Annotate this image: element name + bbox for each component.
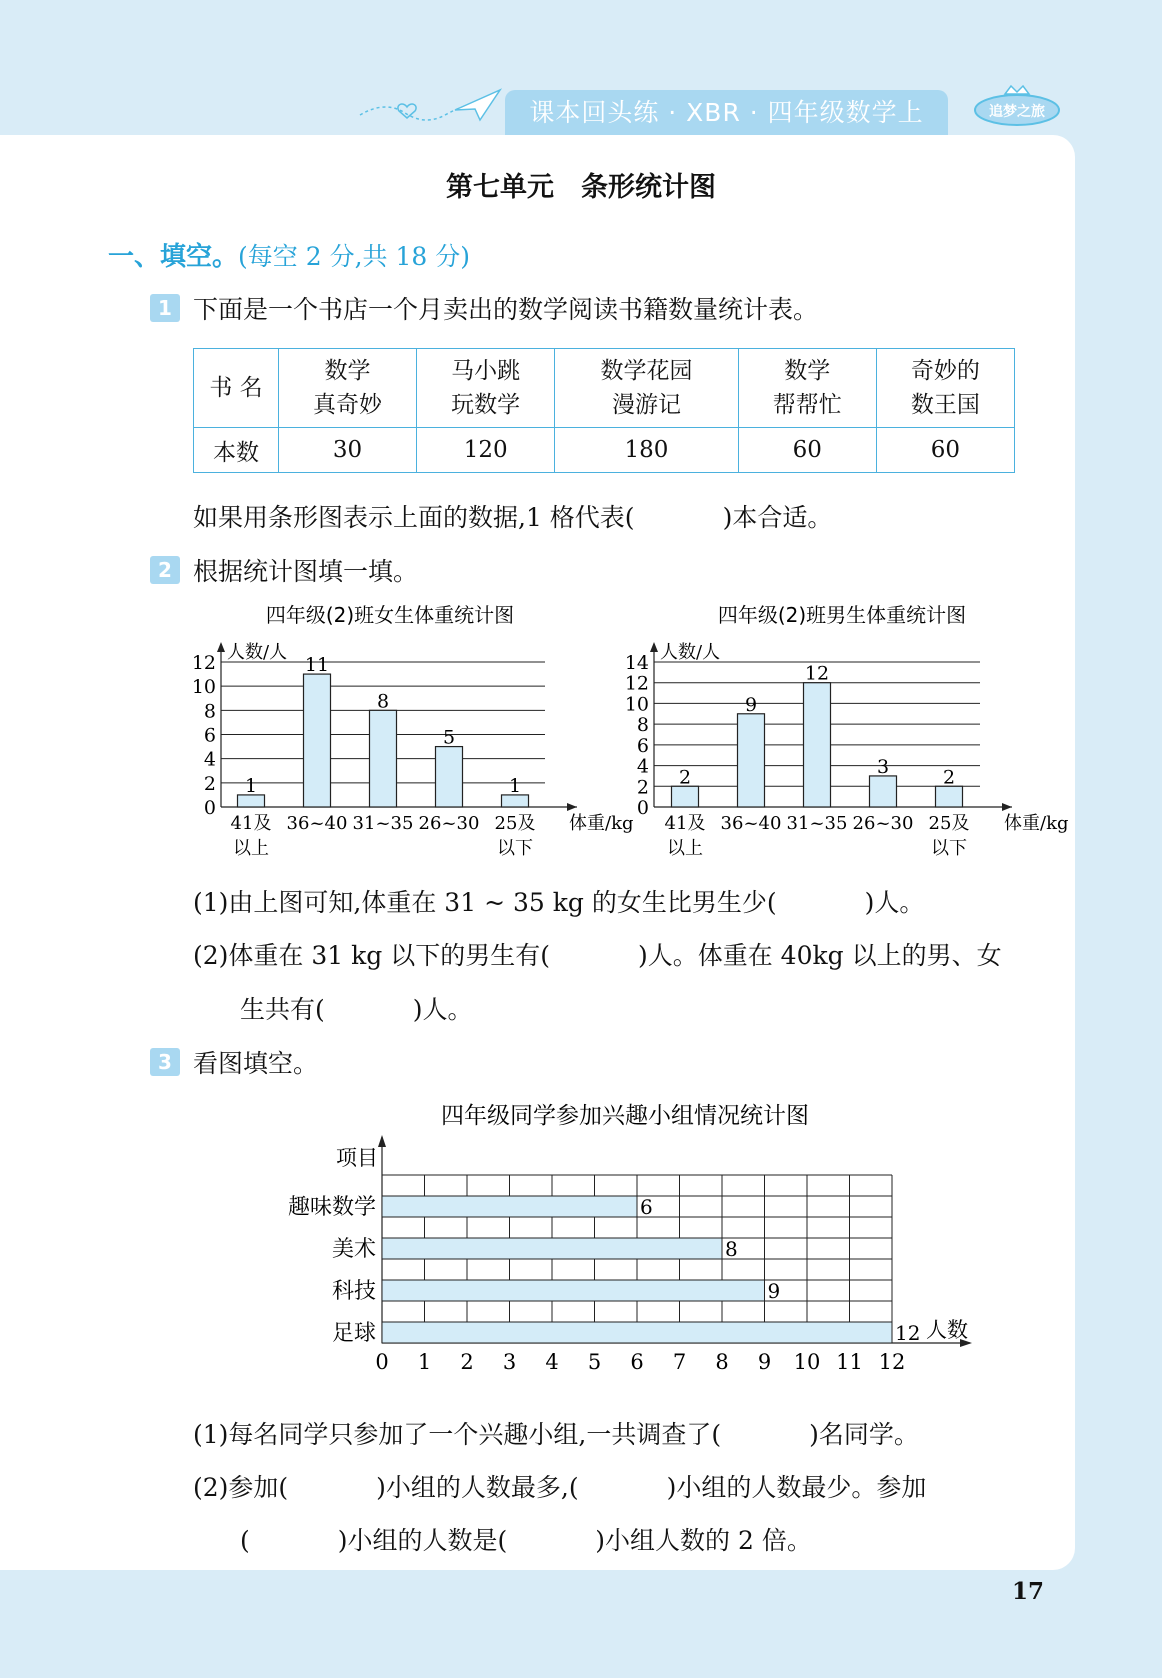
interest-group-bar-chart <box>260 1095 1000 1405</box>
bar-value-label: 9 <box>767 1279 781 1303</box>
x-tick-label: 以上 <box>233 838 269 859</box>
q3-sub2-continued: ( )小组的人数是( )小组人数的 2 倍。 <box>240 1526 812 1555</box>
x-tick-label: 31~35 <box>786 813 848 834</box>
y-tick-label: 4 <box>636 755 649 778</box>
x-tick-label: 36~40 <box>286 813 348 834</box>
bar-value-label: 8 <box>725 1237 738 1261</box>
bar-value-label: 12 <box>804 662 830 685</box>
x-axis-label: 体重/kg <box>1004 813 1069 834</box>
bar <box>382 1196 637 1217</box>
logo-badge-icon <box>972 80 1062 130</box>
bar-value-label: 1 <box>508 774 522 797</box>
y-tick-label: 10 <box>191 676 216 699</box>
section-score-note: (每空 2 分,共 18 分) <box>238 242 470 271</box>
x-tick-label: 31~35 <box>352 813 414 834</box>
q2-sub2: (2)体重在 31 kg 以下的男生有( )人。体重在 40kg 以上的男、女 <box>193 941 1002 970</box>
table-row <box>194 349 1015 428</box>
x-tick-label: 26~30 <box>852 813 914 834</box>
x-tick-label: 11 <box>836 1350 863 1374</box>
girls-weight-bar-chart <box>185 602 634 859</box>
y-axis-arrow-icon <box>650 642 658 652</box>
y-tick-label: 足球 <box>331 1321 376 1346</box>
section-title-label: 一、填空。 <box>108 242 239 272</box>
bar <box>304 674 331 807</box>
y-tick-label: 10 <box>624 693 649 716</box>
bar <box>936 786 963 807</box>
y-tick-label: 2 <box>203 772 216 795</box>
x-tick-label: 26~30 <box>418 813 480 834</box>
y-tick-label: 趣味数学 <box>287 1195 376 1220</box>
y-axis-label: 项目 <box>336 1146 378 1170</box>
bar-value-label: 11 <box>304 654 330 677</box>
x-axis-arrow-icon <box>1002 803 1012 811</box>
x-tick-label: 5 <box>587 1350 602 1374</box>
y-axis-label: 人数/人 <box>660 642 721 663</box>
y-tick-label: 12 <box>624 672 649 695</box>
book-name-cell: 数学花园 漫游记 <box>555 349 739 428</box>
bar <box>738 714 765 807</box>
y-tick-label: 0 <box>636 797 649 819</box>
bar-value-label: 3 <box>876 755 890 778</box>
y-tick-label: 8 <box>636 714 649 737</box>
bar-value-label: 1 <box>244 774 258 797</box>
question-number-3: 3 <box>150 1048 180 1076</box>
x-tick-label: 36~40 <box>720 813 782 834</box>
x-tick-label: 2 <box>460 1350 474 1374</box>
bar-value-label: 5 <box>442 726 456 749</box>
bar-value-label: 8 <box>376 690 390 713</box>
y-tick-label: 6 <box>636 734 649 757</box>
y-axis-arrow-icon <box>217 642 225 652</box>
q3-sub2: (2)参加( )小组的人数最多,( )小组的人数最少。参加 <box>193 1473 927 1502</box>
bar <box>370 710 397 807</box>
q2-sub2-continued: 生共有( )人。 <box>240 995 473 1024</box>
bar <box>382 1280 765 1301</box>
x-tick-label: 25及 <box>928 813 970 834</box>
header-banner: 课本回头练 · XBR · 四年级数学上 <box>505 90 948 136</box>
logo-text: 追梦之旅 <box>989 104 1045 120</box>
y-tick-label: 8 <box>203 700 216 723</box>
chart-title: 四年级(2)班男生体重统计图 <box>717 603 967 627</box>
bar <box>382 1238 722 1259</box>
row-header-count: 本数 <box>194 428 279 473</box>
x-axis-label: 体重/kg <box>569 813 634 834</box>
x-tick-label: 0 <box>375 1350 389 1374</box>
q3-sub1: (1)每名同学只参加了一个兴趣小组,一共调查了( )名同学。 <box>193 1420 919 1449</box>
y-tick-label: 科技 <box>331 1279 376 1304</box>
x-tick-label: 25及 <box>494 813 536 834</box>
bar <box>672 786 699 807</box>
page-number: 17 <box>1012 1578 1045 1605</box>
y-tick-label: 美术 <box>331 1237 376 1262</box>
chart-title: 四年级同学参加兴趣小组情况统计图 <box>441 1103 809 1129</box>
boys-weight-bar-chart <box>620 602 1069 859</box>
bar <box>804 683 831 807</box>
q1-stem: 下面是一个书店一个月卖出的数学阅读书籍数量统计表。 <box>193 295 819 324</box>
unit-title: 第七单元 条形统计图 <box>446 172 716 203</box>
y-tick-label: 6 <box>203 724 216 747</box>
x-tick-label: 7 <box>672 1350 687 1374</box>
q2-stem: 根据统计图填一填。 <box>193 557 419 586</box>
book-sales-table <box>193 348 1015 473</box>
bar-value-label: 9 <box>744 693 758 716</box>
table-row <box>194 428 1015 473</box>
y-tick-label: 2 <box>636 776 649 799</box>
x-tick-label: 9 <box>757 1350 772 1374</box>
x-tick-label: 41及 <box>230 813 272 834</box>
x-tick-label: 41及 <box>664 813 706 834</box>
y-axis-arrow-icon <box>378 1135 386 1147</box>
book-name-cell: 马小跳 玩数学 <box>417 349 555 428</box>
x-tick-label: 1 <box>417 1350 432 1374</box>
x-tick-label: 6 <box>630 1350 644 1374</box>
bar <box>870 776 897 807</box>
book-count-cell: 30 <box>279 428 417 473</box>
bar-value-label: 6 <box>640 1195 653 1219</box>
row-header-name: 书 名 <box>194 349 279 428</box>
question-number-1: 1 <box>150 294 180 322</box>
book-count-cell: 60 <box>876 428 1014 473</box>
bar-value-label: 2 <box>678 766 692 789</box>
book-name-cell: 数学 真奇妙 <box>279 349 417 428</box>
bar-value-label: 2 <box>942 766 956 789</box>
y-tick-label: 14 <box>624 652 649 674</box>
question-number-2: 2 <box>150 556 180 584</box>
bar-value-label: 12 <box>895 1321 921 1345</box>
book-name-cell: 数学 帮帮忙 <box>738 349 876 428</box>
x-tick-label: 以上 <box>667 838 703 859</box>
book-count-cell: 120 <box>417 428 555 473</box>
book-name-cell: 奇妙的 数王国 <box>876 349 1014 428</box>
chart-title: 四年级(2)班女生体重统计图 <box>265 603 515 627</box>
x-tick-label: 4 <box>545 1350 559 1374</box>
q3-stem: 看图填空。 <box>193 1049 319 1078</box>
x-tick-label: 以下 <box>931 838 967 859</box>
bar <box>382 1322 892 1343</box>
y-axis-label: 人数/人 <box>227 642 288 663</box>
x-tick-label: 3 <box>502 1350 517 1374</box>
section-title <box>108 236 470 273</box>
q2-sub1: (1)由上图可知,体重在 31 ~ 35 kg 的女生比男生少( )人。 <box>193 888 925 917</box>
x-tick-label: 8 <box>715 1350 729 1374</box>
y-tick-label: 4 <box>203 748 216 771</box>
x-tick-label: 以下 <box>497 838 533 859</box>
x-axis-label: 人数 <box>926 1318 968 1342</box>
bar <box>436 747 463 807</box>
x-tick-label: 10 <box>793 1350 821 1374</box>
y-tick-label: 12 <box>191 652 216 674</box>
q1-fill-sentence: 如果用条形图表示上面的数据,1 格代表( )本合适。 <box>193 503 833 532</box>
book-count-cell: 60 <box>738 428 876 473</box>
book-count-cell: 180 <box>555 428 739 473</box>
x-axis-arrow-icon <box>567 803 577 811</box>
x-tick-label: 12 <box>878 1350 906 1374</box>
y-tick-label: 0 <box>203 797 216 819</box>
paper-plane-decoration <box>355 85 505 135</box>
